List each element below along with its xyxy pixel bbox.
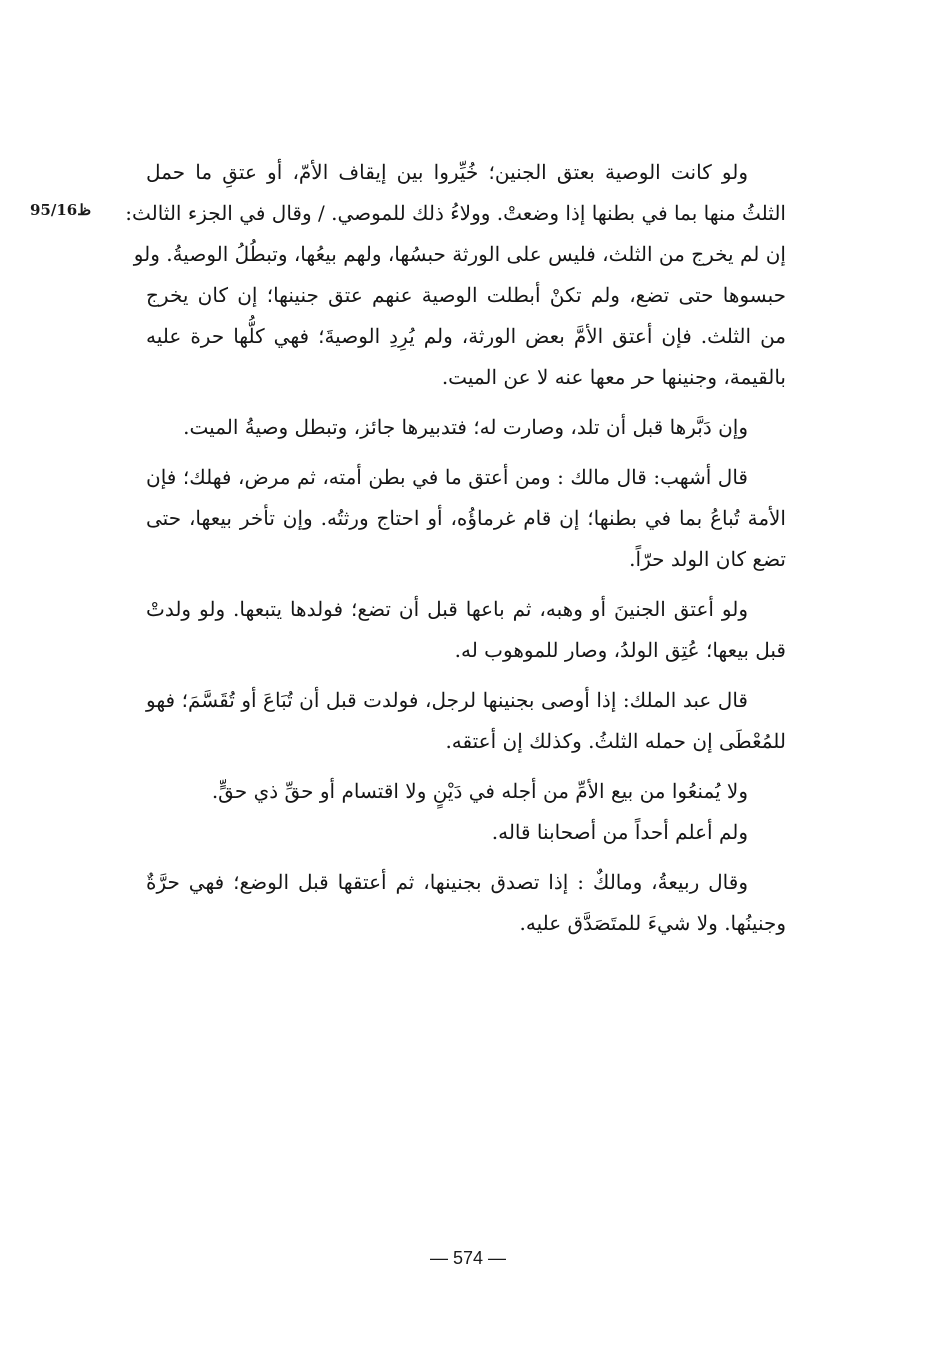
text-line: وإن دَبَّرها قبل أن تلد، وصارت له؛ فتدبيرها جائز، وتبطل وصيةُ الميت. (183, 415, 748, 439)
text-line: وجنينُها. ولا شيءَ للمتَصَدَّق عليه. (519, 911, 786, 935)
paragraph (146, 771, 786, 812)
text-line: ولو أعتق الجنينَ أو وهبه، ثم باعها قبل أن تضع؛ فولدها يتبعها. ولو ولدتْ (146, 597, 748, 621)
paragraph (146, 680, 786, 762)
page-number: — 574 — (429, 1248, 507, 1268)
body-text (125, 152, 786, 944)
text-line: حبسوها حتى تضع، ولم تكنْ أبطلت الوصية عنهم عتق جنينها؛ إن كان يخرج (146, 283, 786, 307)
text-line: ولم أعلم أحداً من أصحابنا قاله. (491, 820, 748, 844)
text-line: من الثلث. فإن أعتق الأمَّ بعض الورثة، ولم يُرِدِ الوصيةَ؛ فهي كلُّها حرة عليه (146, 324, 786, 348)
margin-folio-note: 95/16ظ (30, 201, 92, 219)
text-line: ولا يُمنعُوا من بيع الأمِّ من أجله في دَيْنٍ ولا اقتسام أو حقِّ ذي حقٍّ. (211, 779, 748, 803)
text-line: وقال ربيعةُ، ومالكٌ : إذا تصدق بجنينها، ثم أعتقها قبل الوضع؛ فهي حرَّةٌ (146, 870, 748, 894)
paragraph (146, 457, 786, 580)
text-line: قال أشهب: قال مالك : ومن أعتق ما في بطن أمته، ثم مرض، فهلك؛ فإن (146, 465, 748, 489)
text-line: إن لم يخرج من الثلث، فليس على الورثة حبسُها، ولهم بيعُها، وتبطُلُ الوصيةُ. ولو (133, 242, 786, 266)
text-line: للمُعْطَى إن حمله الثلثُ. وكذلك إن أعتقه. (445, 729, 786, 753)
text-line: قبل بيعها؛ عُتِق الولدُ، وصار للموهوب له. (454, 638, 786, 662)
text-line: قال عبد الملك: إذا أوصى بجنينها لرجل، فولدت قبل أن تُبَاعَ أو تُقَسَّمَ؛ فهو (146, 688, 748, 712)
text-line: الأمة تُباعُ بما في بطنها؛ إن قام غرماؤُه، أو احتاج ورثتُه. وإن تأخر بيعها، حتى (146, 506, 786, 530)
paragraph (146, 862, 786, 944)
text-line: تضع كان الولد حرّاً. (629, 547, 786, 571)
text-line: ولو كانت الوصية بعتق الجنين؛ خُيِّروا بين إيقاف الأمّ، أو عتقِ ما حمل (146, 160, 748, 184)
paragraph (146, 407, 786, 448)
text-line: الثلثُ منها بما في بطنها إذا وضعتْ. وولاءُ ذلك للموصي. / وقال في الجزء الثالث: (125, 201, 786, 225)
paragraph (146, 812, 786, 853)
paragraph (125, 152, 786, 398)
paragraph (146, 589, 786, 671)
text-line: بالقيمة، وجنينها حر معها عنه لا عن الميت. (441, 365, 786, 389)
